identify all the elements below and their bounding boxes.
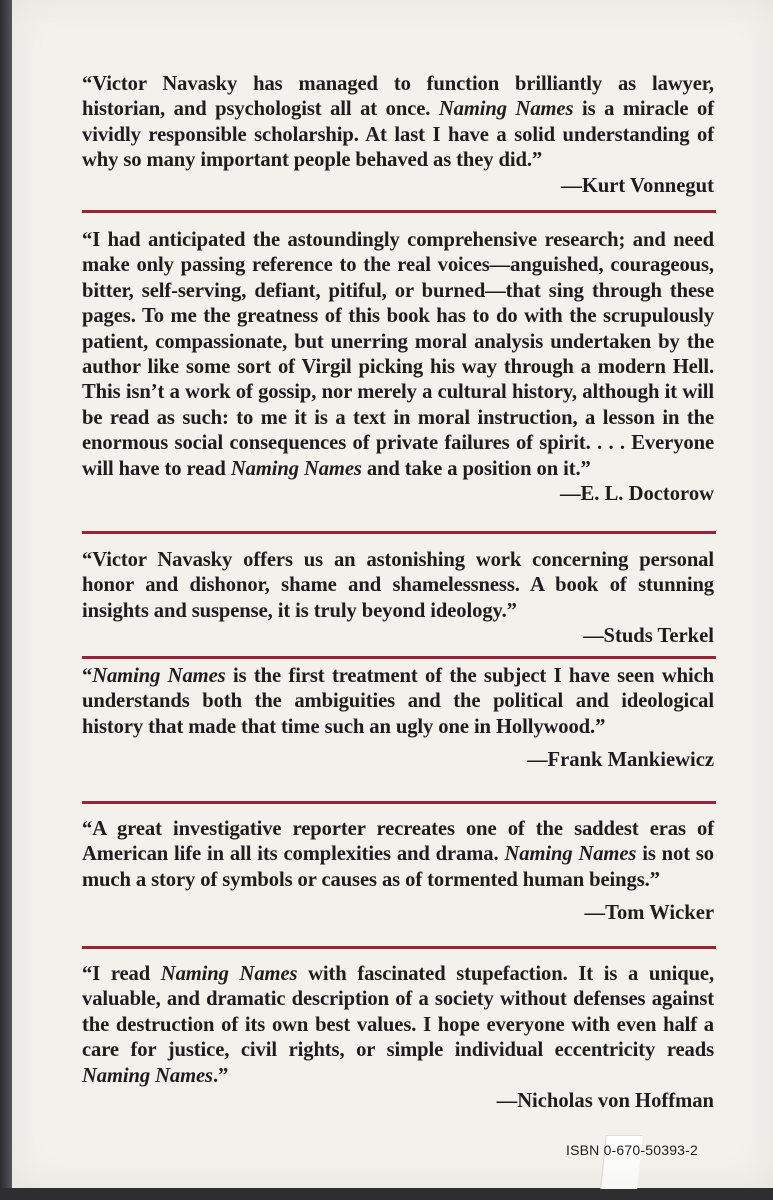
quote-segment: and take a position on it.”	[361, 457, 591, 480]
quote-segment: is a miracle of vividly responsible scholarship. At last I have a solid understanding of why so many important people behaved as they did.”	[82, 98, 714, 172]
quote-segment: with fascinated stupefaction. It is a unique, valuable, and dramatic description of a society without defenses against the destruction of its own best values. I hope everyone with even half a care for justice, civil rights, or simple individual eccentricity reads	[82, 963, 715, 1062]
quote-text	[82, 548, 714, 624]
divider-rule	[82, 946, 716, 949]
quote-attribution: —Nicholas von Hoffman	[496, 1090, 714, 1113]
book-title-italic: Naming Names	[82, 1064, 213, 1087]
quote-block-von-hoffman	[82, 962, 714, 1114]
quote-text	[82, 664, 714, 740]
quote-segment: is not so much a story of symbols or causes as of tormented human beings.”	[82, 843, 715, 891]
quote-segment: is the first treatment of the subject I have seen which understands both the ambiguities and the political and ideological history that made that time such an ugly one in Hollywood.”	[82, 665, 714, 738]
book-title-italic: Naming Names	[160, 963, 298, 985]
quote-text	[82, 228, 714, 482]
divider-rule	[82, 801, 716, 804]
quote-segment: “Victor Navasky offers us an astonishing work concerning personal honor and dishonor, shame and shamelessness. A book of stunning insights and suspense, it is truly beyond ideology.”	[82, 549, 714, 622]
quote-segment: “A great investigative reporter recreates one of the saddest eras of American life in all its complexities and drama.	[82, 818, 714, 866]
isbn-number: ISBN 0-670-50393-2	[566, 1142, 699, 1158]
quote-segment: “	[82, 665, 93, 687]
book-title-italic: Naming Names	[230, 457, 362, 480]
quote-attribution: —Kurt Vonnegut	[561, 174, 714, 197]
quote-attribution: —Frank Mankiewicz	[526, 749, 714, 772]
quote-block-terkel	[82, 548, 714, 650]
quote-attribution: —E. L. Doctorow	[559, 483, 714, 506]
book-title-italic: Naming Names	[504, 843, 637, 866]
quote-block-wicker	[82, 817, 714, 927]
quote-block-doctorow	[82, 228, 714, 507]
quote-segment: “I read	[82, 963, 161, 985]
quote-text	[82, 817, 714, 893]
divider-rule	[82, 656, 716, 659]
jacket-spine-edge	[0, 0, 12, 1188]
quote-attribution: —Tom Wicker	[584, 902, 714, 925]
book-title-italic: Naming Names	[438, 98, 574, 121]
quote-segment: .”	[212, 1064, 229, 1087]
jacket-bottom-edge	[0, 1188, 773, 1200]
quote-text	[82, 962, 714, 1089]
quote-block-vonnegut	[82, 72, 714, 199]
quote-text	[82, 72, 714, 174]
quote-attribution: —Studs Terkel	[582, 625, 714, 648]
divider-rule	[82, 531, 716, 534]
quote-segment: “Victor Navasky has managed to function brilliantly as lawyer, historian, and psychologist all at once.	[82, 73, 714, 121]
quote-segment: “I had anticipated the astoundingly comprehensive research; and need make only passing reference to the real voices—anguished, courageous, bitter, self-serving, defiant, pitiful, or burned—that sing through these pages. To me the greatness of this book has to do with the scrupulously patient, compassionate, but unerring moral analysis undertaken by the author like some sort of Virgil picking his way through a modern Hell. This isn’t a work of gossip, nor merely a cultural history, although it will be read as such: to me it is a text in moral instruction, a lesson in the enormous social consequences of private failures of spirit. . . . Everyone will have to read	[82, 229, 714, 480]
quote-block-mankiewicz	[82, 664, 714, 774]
divider-rule	[82, 210, 716, 213]
book-title-italic: Naming Names	[92, 665, 226, 687]
